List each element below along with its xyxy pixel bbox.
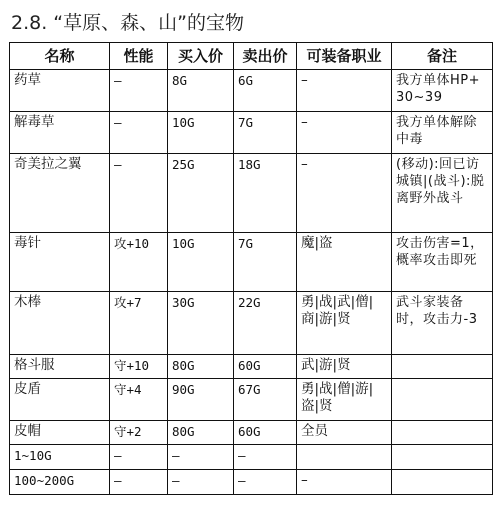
cell-classes: – (297, 154, 392, 233)
cell-buy-price: 80G (168, 421, 234, 445)
section-heading: 2.8. “草原、森、山”的宝物 (11, 12, 244, 34)
cell-classes: 全员 (297, 421, 392, 445)
header-sell-price: 卖出价 (234, 43, 297, 70)
cell-note: 我方单体HP+30~39 (392, 70, 493, 112)
table-row (10, 379, 493, 421)
table-row (10, 154, 493, 233)
treasure-table (9, 42, 493, 495)
header-row (10, 43, 493, 70)
cell-name: 药草 (10, 70, 110, 112)
cell-name: 解毒草 (10, 112, 110, 154)
cell-note (392, 379, 493, 421)
cell-sell-price: 18G (234, 154, 297, 233)
cell-buy-price: – (168, 470, 234, 495)
cell-buy-price: 90G (168, 379, 234, 421)
cell-sell-price: 60G (234, 355, 297, 379)
cell-classes: – (297, 470, 392, 495)
cell-name: 格斗服 (10, 355, 110, 379)
cell-performance: – (110, 445, 168, 470)
cell-classes: 勇|战|武|僧|商|游|贤 (297, 292, 392, 355)
cell-name: 皮帽 (10, 421, 110, 445)
cell-name: 皮盾 (10, 379, 110, 421)
cell-classes: – (297, 70, 392, 112)
table-header (10, 43, 493, 70)
cell-classes (297, 445, 392, 470)
cell-note (392, 445, 493, 470)
cell-sell-price: 7G (234, 112, 297, 154)
cell-sell-price: – (234, 470, 297, 495)
cell-note: 我方单体解除中毒 (392, 112, 493, 154)
cell-performance: 攻+7 (110, 292, 168, 355)
cell-buy-price: 30G (168, 292, 234, 355)
cell-performance: 守+10 (110, 355, 168, 379)
cell-buy-price: 8G (168, 70, 234, 112)
cell-name: 奇美拉之翼 (10, 154, 110, 233)
cell-sell-price: – (234, 445, 297, 470)
cell-note (392, 355, 493, 379)
cell-classes: 魔|盗 (297, 233, 392, 292)
cell-buy-price: – (168, 445, 234, 470)
header-equippable-classes: 可装备职业 (297, 43, 392, 70)
table-row (10, 470, 493, 495)
cell-performance: – (110, 112, 168, 154)
cell-buy-price: 10G (168, 112, 234, 154)
cell-name: 1~10G (10, 445, 110, 470)
table-body (10, 70, 493, 495)
cell-performance: 攻+10 (110, 233, 168, 292)
cell-sell-price: 22G (234, 292, 297, 355)
cell-buy-price: 10G (168, 233, 234, 292)
cell-performance: – (110, 154, 168, 233)
cell-note: 武斗家装备时，攻击力-3 (392, 292, 493, 355)
cell-buy-price: 80G (168, 355, 234, 379)
cell-sell-price: 67G (234, 379, 297, 421)
cell-performance: 守+2 (110, 421, 168, 445)
table-row (10, 355, 493, 379)
header-notes: 备注 (392, 43, 493, 70)
cell-classes: – (297, 112, 392, 154)
table-row (10, 421, 493, 445)
cell-name: 100~200G (10, 470, 110, 495)
cell-performance: – (110, 470, 168, 495)
header-name: 名称 (10, 43, 110, 70)
cell-sell-price: 7G (234, 233, 297, 292)
header-buy-price: 买入价 (168, 43, 234, 70)
cell-name: 木棒 (10, 292, 110, 355)
table-row (10, 233, 493, 292)
cell-sell-price: 6G (234, 70, 297, 112)
cell-sell-price: 60G (234, 421, 297, 445)
cell-performance: – (110, 70, 168, 112)
cell-note: 攻击伤害=1，概率攻击即死 (392, 233, 493, 292)
cell-classes: 勇|战|僧|游|盗|贤 (297, 379, 392, 421)
cell-classes: 武|游|贤 (297, 355, 392, 379)
header-performance: 性能 (110, 43, 168, 70)
cell-note (392, 470, 493, 495)
cell-note: (移动):回已访城镇|(战斗):脱离野外战斗 (392, 154, 493, 233)
table-row (10, 70, 493, 112)
table-row (10, 445, 493, 470)
cell-performance: 守+4 (110, 379, 168, 421)
table-row (10, 292, 493, 355)
cell-buy-price: 25G (168, 154, 234, 233)
cell-note (392, 421, 493, 445)
cell-name: 毒针 (10, 233, 110, 292)
table-row (10, 112, 493, 154)
